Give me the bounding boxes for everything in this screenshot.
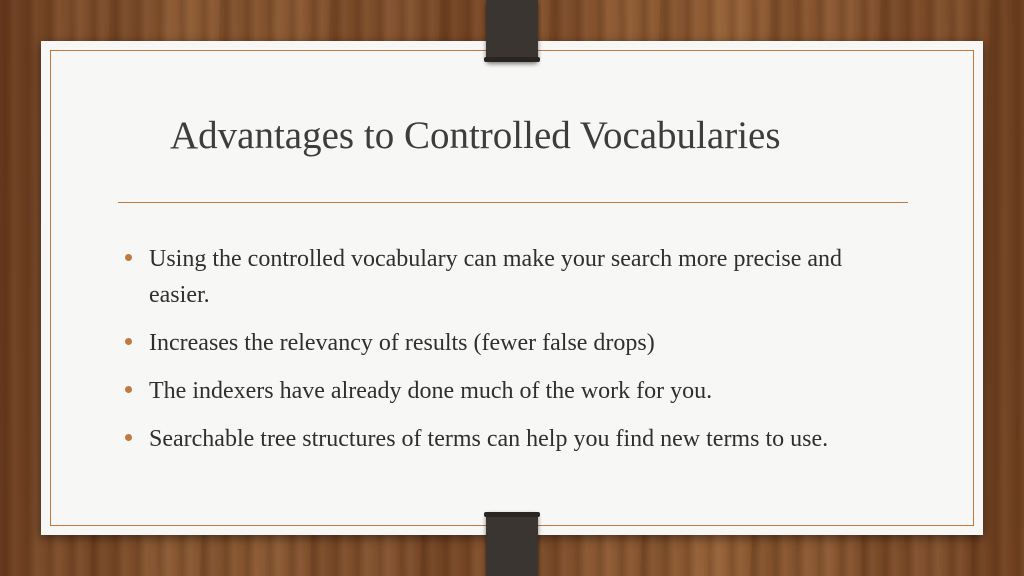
bullet-text: Using the controlled vocabulary can make your search more precise and easier. <box>149 246 843 308</box>
bullet-dot-icon <box>125 254 132 261</box>
bullet-item <box>119 421 859 457</box>
title-divider <box>118 202 908 203</box>
binder-clip-top-icon <box>486 0 538 62</box>
bullet-text: Searchable tree structures of terms can help you find new terms to use. <box>149 426 829 452</box>
bullet-text: The indexers have already done much of the work for you. <box>149 378 713 404</box>
slide-title: Advantages to Controlled Vocabularies <box>170 114 781 157</box>
bullet-dot-icon <box>125 338 132 345</box>
bullet-item <box>119 325 859 361</box>
bullet-list <box>119 241 859 469</box>
bullet-dot-icon <box>125 434 132 441</box>
bullet-text: Increases the relevancy of results (fewer false drops) <box>149 330 655 356</box>
binder-clip-bottom-icon <box>486 512 538 576</box>
bullet-item <box>119 373 859 409</box>
slide-paper <box>41 41 983 535</box>
bullet-item <box>119 241 859 313</box>
bullet-dot-icon <box>125 386 132 393</box>
